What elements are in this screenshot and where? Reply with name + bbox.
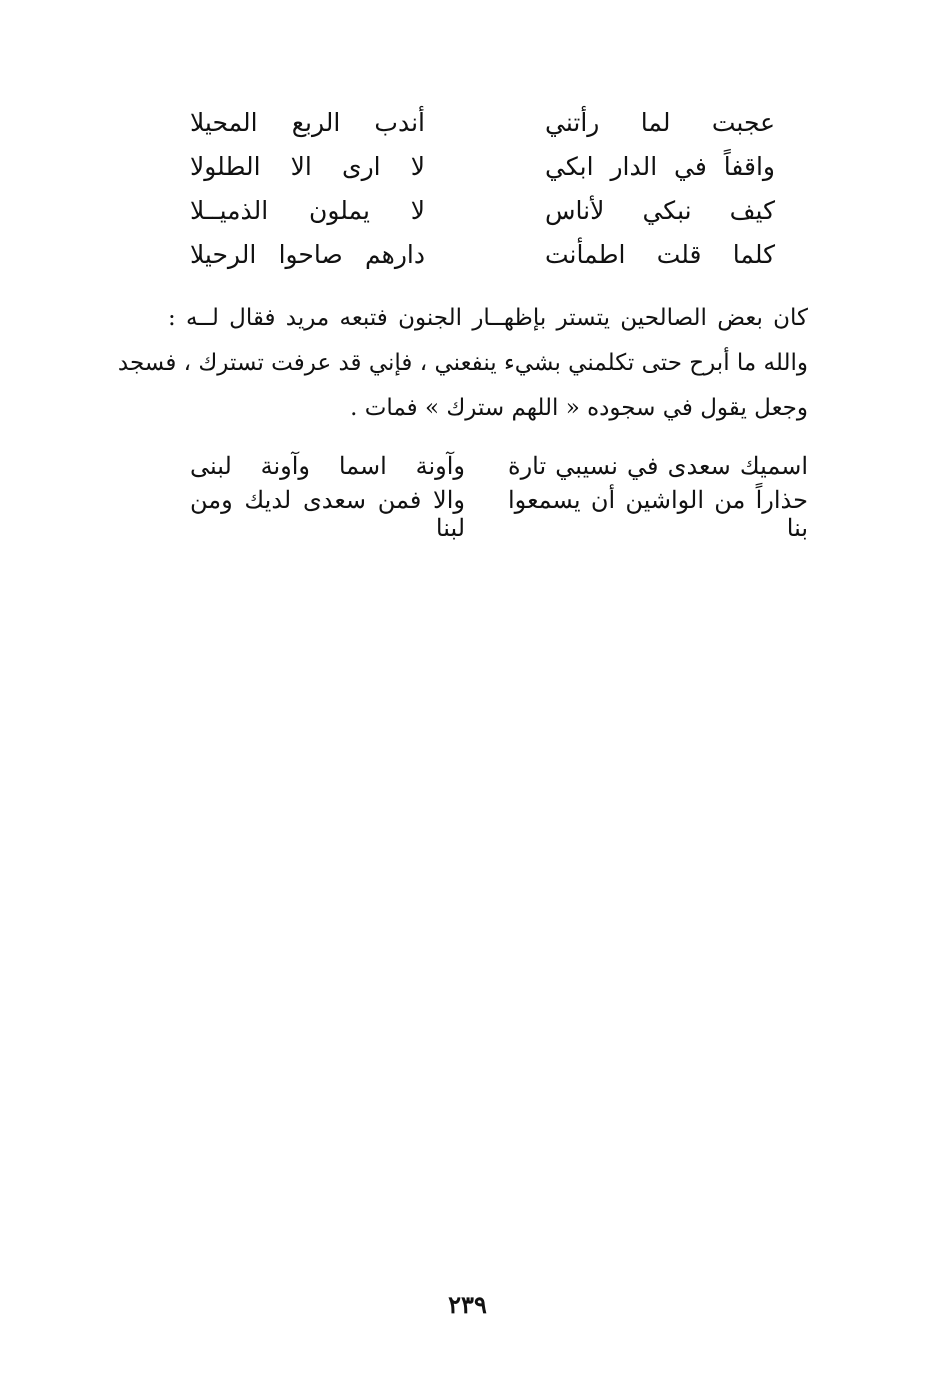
poem-verse bbox=[190, 100, 775, 144]
poem-first bbox=[190, 100, 775, 276]
poem-verse bbox=[190, 232, 775, 276]
hemistich-second: وآونة اسما وآونة لبنى bbox=[190, 452, 465, 480]
hemistich-first: حذاراً من الواشين أن يسمعوا بنا bbox=[508, 486, 808, 542]
hemistich-second: لا يملون الذميــلا bbox=[190, 195, 425, 225]
hemistich-first: عجبت لما رأتني bbox=[545, 107, 775, 137]
hemistich-second: لا ارى الا الطلولا bbox=[190, 151, 425, 181]
hemistich-second: دارهم صاحوا الرحيلا bbox=[190, 239, 425, 269]
hemistich-first: كلما قلت اطمأنت bbox=[545, 239, 775, 269]
prose-line: وجعل يقول في سجوده « اللهم سترك » فمات . bbox=[350, 395, 808, 421]
poem-verse bbox=[190, 144, 775, 188]
hemistich-second: والا فمن سعدى لديك ومن لبنا bbox=[190, 486, 465, 542]
poem-second bbox=[190, 442, 808, 542]
prose-paragraph bbox=[117, 296, 808, 431]
poem-verse bbox=[190, 188, 775, 232]
prose-line: كان بعض الصالحين يتستر بإظهــار الجنون فتبعه مريد فقال لــه : bbox=[168, 305, 808, 331]
poem-verse bbox=[190, 442, 808, 490]
hemistich-first: واقفاً في الدار ابكي bbox=[545, 151, 775, 181]
prose-line: والله ما أبرح حتى تكلمني بشيء ينفعني ، فإني قد عرفت تسترك ، فسجد bbox=[117, 350, 808, 376]
hemistich-first: اسميك سعدى في نسيبي تارة bbox=[508, 452, 808, 480]
page-number: ٢٣٩ bbox=[448, 1290, 487, 1319]
poem-verse bbox=[190, 486, 808, 542]
hemistich-second: أندب الربع المحيلا bbox=[190, 107, 425, 137]
hemistich-first: كيف نبكي لأناس bbox=[545, 195, 775, 225]
